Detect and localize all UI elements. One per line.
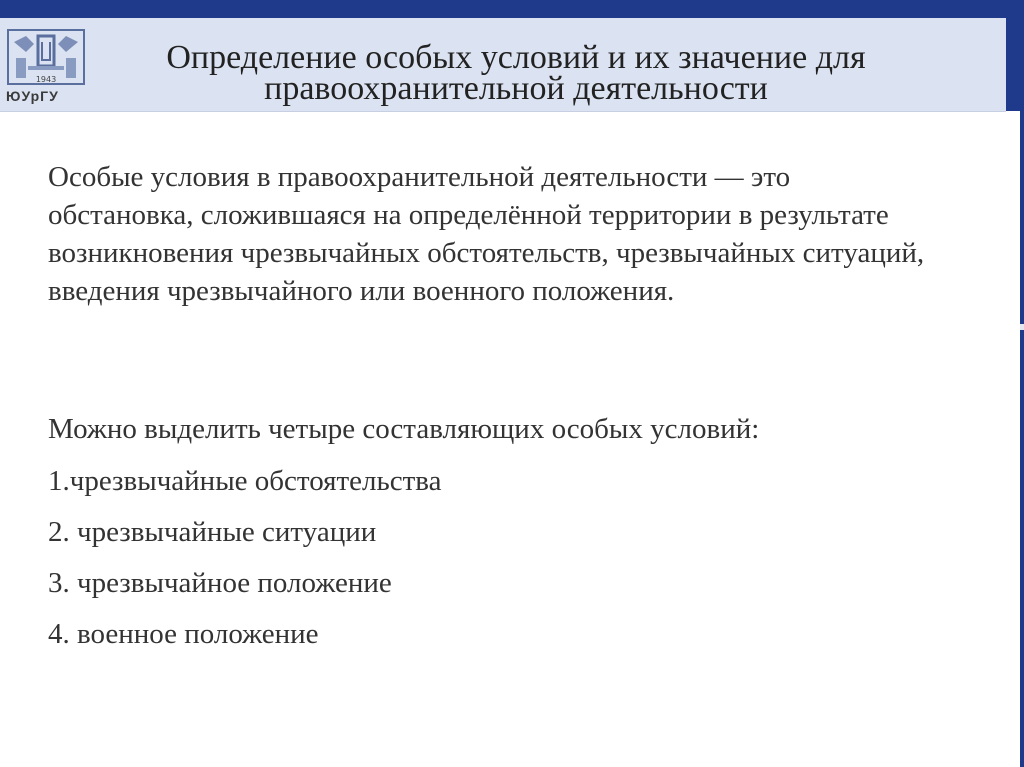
right-edge-accent-lower — [1020, 330, 1024, 767]
components-intro: Можно выделить четыре составляющих особых условий: — [48, 413, 760, 445]
top-accent-bar — [0, 0, 1024, 18]
university-emblem-icon — [4, 22, 88, 92]
list-item: 2. чрезвычайные ситуации — [48, 516, 377, 548]
list-item: 3. чрезвычайное положение — [48, 567, 392, 599]
definition-paragraph: Особые условия в правоохранительной деятельности — это обстановка, сложившаяся на определённой территории в результате возникновения чрезвычайных обстоятельств, чрезвычайных ситуаций, введения чрезвычайного или военного положения. — [48, 161, 925, 307]
slide-title-line-1: Определение особых условий и их значение для — [166, 39, 866, 76]
slide-title-line-2: правоохранительной деятельности — [264, 70, 768, 107]
list-item: 1.чрезвычайные обстоятельства — [48, 465, 442, 497]
list-item: 4. военное положение — [48, 618, 319, 650]
components-list — [48, 462, 948, 666]
right-accent-strip — [1006, 18, 1024, 111]
slide-title — [96, 39, 936, 107]
university-abbrev: ЮУрГУ — [6, 88, 59, 104]
right-edge-accent-upper — [1020, 111, 1024, 324]
svg-text:1943: 1943 — [35, 75, 57, 84]
